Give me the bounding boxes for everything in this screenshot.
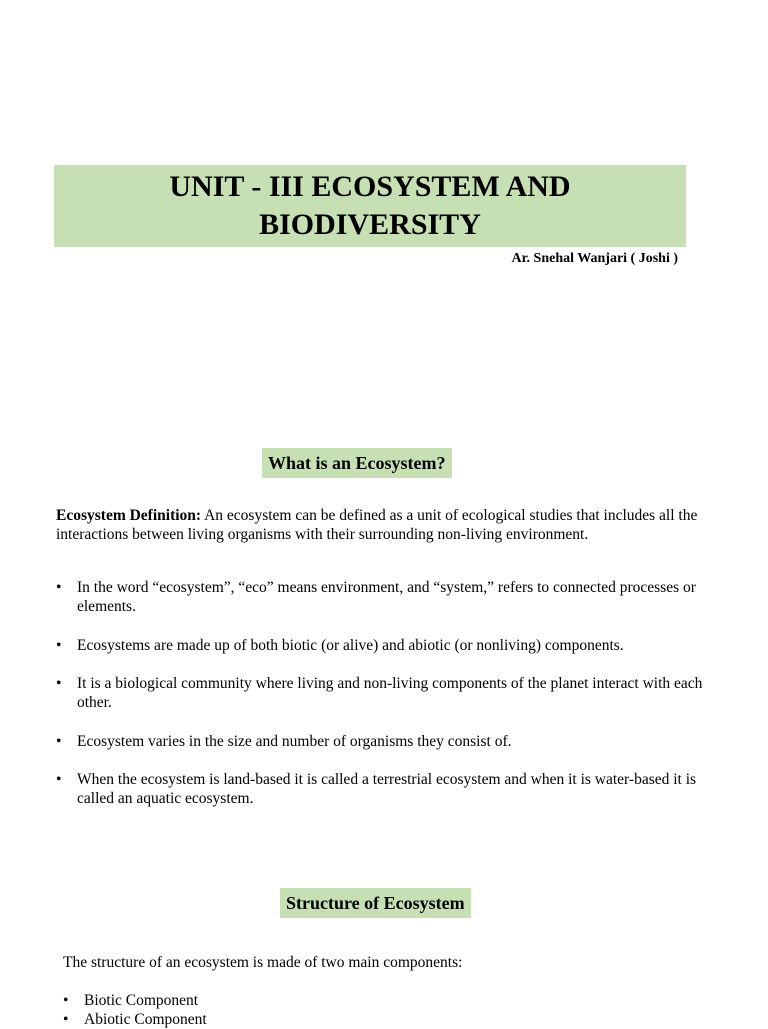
- list-item-text: Ecosystems are made up of both biotic (or alive) and abiotic (or nonliving) components.: [77, 636, 624, 654]
- bullet-icon: •: [63, 1011, 69, 1028]
- author-name: Ar. Snehal Wanjari ( Joshi ): [511, 251, 678, 266]
- definition-label: Ecosystem Definition:: [56, 507, 202, 524]
- list-item-text: In the word “ecosystem”, “eco” means environment, and “system,” refers to connected processes or elements.: [77, 579, 696, 615]
- list-item-abiotic: [63, 1010, 207, 1029]
- list-item: [56, 732, 708, 751]
- list-item-text: When the ecosystem is land-based it is called a terrestrial ecosystem and when it is water-based it is called an aquatic ecosystem.: [77, 771, 697, 807]
- bullet-icon: •: [56, 771, 62, 788]
- bullet-icon: •: [56, 675, 62, 692]
- bullet-icon: •: [56, 636, 62, 654]
- section-heading-structure: Structure of Ecosystem: [280, 888, 471, 918]
- list-item-text: Abiotic Component: [84, 1011, 207, 1028]
- list-item-text: Ecosystem varies in the size and number of organisms they consist of.: [77, 732, 512, 750]
- bullet-icon: •: [56, 732, 62, 750]
- bullet-icon: •: [63, 992, 69, 1009]
- definition-text: An ecosystem can be defined as a unit of ecological studies that includes all the interactions between living organisms with their surrounding non-living environment.: [56, 507, 698, 543]
- bullet-icon: •: [56, 579, 62, 596]
- list-item-text: It is a biological community where living and non-living components of the planet interact with each other.: [77, 675, 703, 711]
- section-heading-what-is-ecosystem: What is an Ecosystem?: [262, 448, 452, 478]
- list-item: [56, 636, 708, 655]
- page-title: UNIT - III ECOSYSTEM AND BIODIVERSITY: [169, 170, 571, 241]
- title-banner: [54, 165, 686, 247]
- component-list: [63, 991, 207, 1029]
- list-item: [56, 770, 708, 808]
- structure-intro-text: The structure of an ecosystem is made of two main components:: [63, 954, 463, 971]
- ecosystem-definition: [56, 506, 716, 544]
- list-item-text: Biotic Component: [84, 992, 199, 1009]
- list-item-biotic: [63, 991, 207, 1010]
- list-item: [56, 578, 708, 616]
- ecosystem-bullet-list: [56, 578, 708, 828]
- list-item: [56, 674, 708, 712]
